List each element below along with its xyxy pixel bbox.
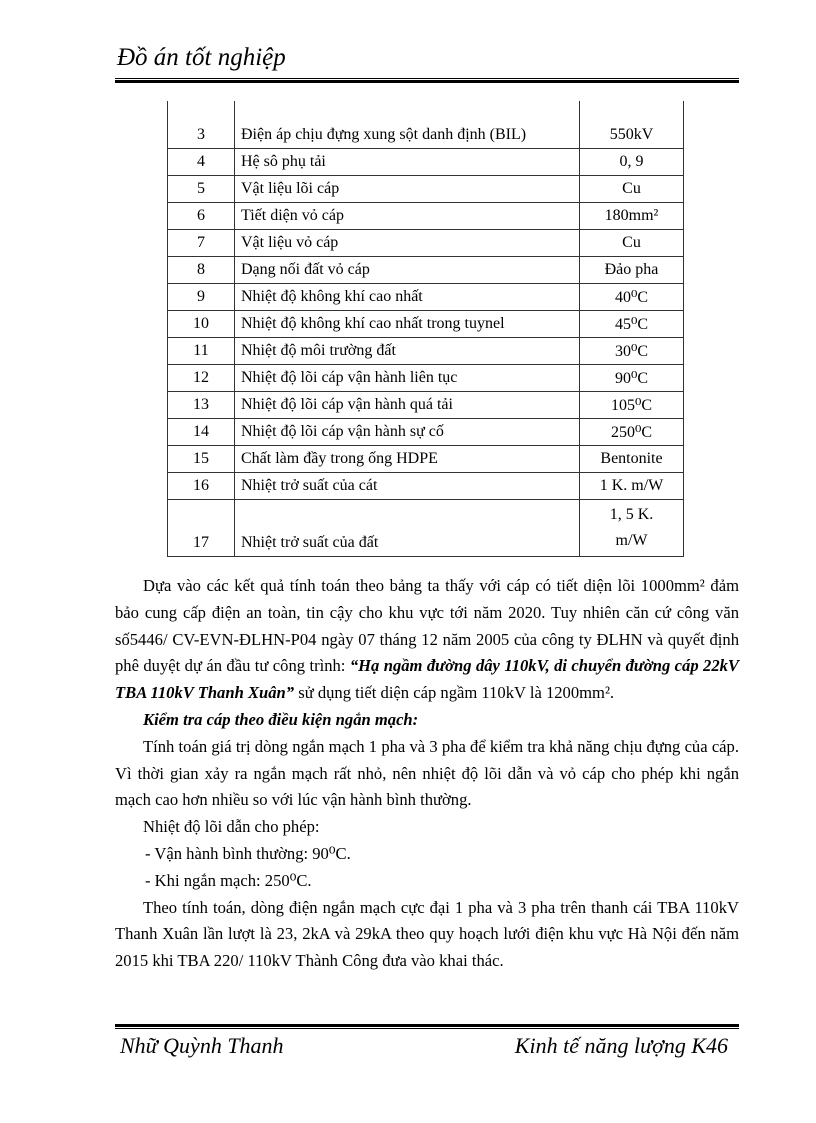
cell-parameter: Vật liệu lõi cáp (235, 176, 580, 203)
footer-rule-thin (115, 1028, 739, 1029)
cell-no: 10 (168, 311, 235, 338)
cell-no: 14 (168, 419, 235, 446)
cell-value: 0, 9 (580, 149, 684, 176)
cell-no: 16 (168, 473, 235, 500)
cell-parameter: Tiết diện vỏ cáp (235, 203, 580, 230)
list-item-short-circuit: - Khi ngắn mạch: 250⁰C. (145, 870, 312, 890)
cell-value: 105⁰C (580, 392, 684, 419)
cell-parameter: Nhiệt độ lõi cáp vận hành quá tải (235, 392, 580, 419)
cell-value-line: 1, 5 K. (609, 506, 654, 523)
cell-no: 4 (168, 149, 235, 176)
table-row (168, 365, 684, 392)
table-row (168, 257, 684, 284)
cell-value: Cu (580, 230, 684, 257)
table-row (168, 203, 684, 230)
cell-no: 15 (168, 446, 235, 473)
cell-value: 30⁰C (580, 338, 684, 365)
header-title: Đồ án tốt nghiệp (117, 44, 286, 71)
cell-no: 13 (168, 392, 235, 419)
cell-no: 8 (168, 257, 235, 284)
header-rule-thin (115, 78, 739, 79)
paragraph-calculation: Theo tính toán, dòng điện ngắn mạch cực đại 1 pha và 3 pha trên thanh cái TBA 110kV Thanh Xuân lần lượt là 23, 2kA và 29kA theo quy hoạch lưới điện khu vực Hà Nội đến năm 2015 khi TBA 220/ 110kV Thành Công đưa vào khai thác. (115, 897, 739, 971)
cell-parameter: Hệ sô phụ tải (235, 149, 580, 176)
table-row (168, 500, 684, 557)
cell-value: 550kV (580, 101, 684, 149)
table-row (168, 419, 684, 446)
cell-value-line: m/W (615, 532, 648, 549)
cell-value (580, 500, 684, 557)
cell-value: 1 K. m/W (580, 473, 684, 500)
cell-no: 7 (168, 230, 235, 257)
table-row (168, 230, 684, 257)
cell-parameter: Điện áp chịu đựng xung sột danh định (BIL) (235, 101, 580, 149)
cell-parameter: Vật liệu vỏ cáp (235, 230, 580, 257)
cell-parameter: Chất làm đầy trong ống HDPE (235, 446, 580, 473)
cell-value: Cu (580, 176, 684, 203)
table-row (168, 338, 684, 365)
cell-no: 11 (168, 338, 235, 365)
cell-no: 17 (168, 500, 235, 557)
cell-value: 40⁰C (580, 284, 684, 311)
table-row (168, 176, 684, 203)
cell-value: 250⁰C (580, 419, 684, 446)
cell-parameter: Dạng nối đất vỏ cáp (235, 257, 580, 284)
footer-rule-thick (115, 1024, 739, 1027)
paragraph-short-circuit: Tính toán giá trị dòng ngắn mạch 1 pha và 3 pha để kiểm tra khả năng chịu đựng của cáp. Vì thời gian xảy ra ngắn mạch rất nhỏ, nên nhiệt độ lõi dẫn và vỏ cáp cho phép khi ngắn mạch cao hơn nhiều so với lúc vận hành bình thường. (115, 736, 739, 810)
cell-no: 5 (168, 176, 235, 203)
footer-course: Kinh tế năng lượng K46 (514, 1033, 728, 1058)
paragraph-allowed-temp: Nhiệt độ lõi dẫn cho phép: (143, 817, 320, 837)
cell-value: 45⁰C (580, 311, 684, 338)
cell-no: 3 (168, 101, 235, 149)
cell-parameter: Nhiệt độ không khí cao nhất trong tuynel (235, 311, 580, 338)
footer-author: Nhữ Quỳnh Thanh (120, 1033, 284, 1058)
cell-parameter: Nhiệt trở suất của đất (235, 500, 580, 557)
cell-value: 180mm² (580, 203, 684, 230)
body-text (115, 573, 739, 975)
paragraph-conclusion-text: Dựa vào các kết quả tính toán theo bảng ta thấy với cáp có tiết diện lõi 1000mm² đảm bảo cung cấp điện an toàn, tin cậy cho khu vực tới năm 2020. Tuy nhiên căn cứ công văn số5446/ CV-EVN-ĐLHN-P04 ngày 07 tháng 12 năm 2005 của công ty ĐLHN và quyết định phê duyệt dự án đầu tư công trình: (115, 576, 739, 676)
cell-parameter: Nhiệt độ không khí cao nhất (235, 284, 580, 311)
list-item-normal: - Vận hành bình thường: 90⁰C. (145, 843, 351, 863)
cell-no: 9 (168, 284, 235, 311)
header-rule-thick (115, 80, 739, 83)
section-heading: Kiểm tra cáp theo điều kiện ngắn mạch: (143, 709, 419, 729)
cell-value: Bentonite (580, 446, 684, 473)
table-row (168, 149, 684, 176)
cell-parameter: Nhiệt độ lõi cáp vận hành liên tục (235, 365, 580, 392)
table-row (168, 446, 684, 473)
table-row (168, 284, 684, 311)
table-row (168, 101, 684, 149)
cell-value: Đảo pha (580, 257, 684, 284)
cell-parameter: Nhiệt độ lõi cáp vận hành sự cố (235, 419, 580, 446)
cell-parameter: Nhiệt độ môi trường đất (235, 338, 580, 365)
cell-no: 12 (168, 365, 235, 392)
paragraph-conclusion-end: sử dụng tiết diện cáp ngầm 110kV là 1200mm². (294, 683, 615, 703)
table-row (168, 473, 684, 500)
table-row (168, 311, 684, 338)
table-row (168, 392, 684, 419)
cell-parameter: Nhiệt trở suất của cát (235, 473, 580, 500)
cell-no: 6 (168, 203, 235, 230)
cell-value: 90⁰C (580, 365, 684, 392)
paragraph-conclusion (115, 573, 739, 707)
spec-table (167, 101, 684, 557)
project-name: “Hạ ngầm đường dây 110kV, di chuyển đường cáp 22kV TBA 110kV Thanh Xuân” (115, 656, 739, 703)
spec-table-body (168, 101, 684, 557)
